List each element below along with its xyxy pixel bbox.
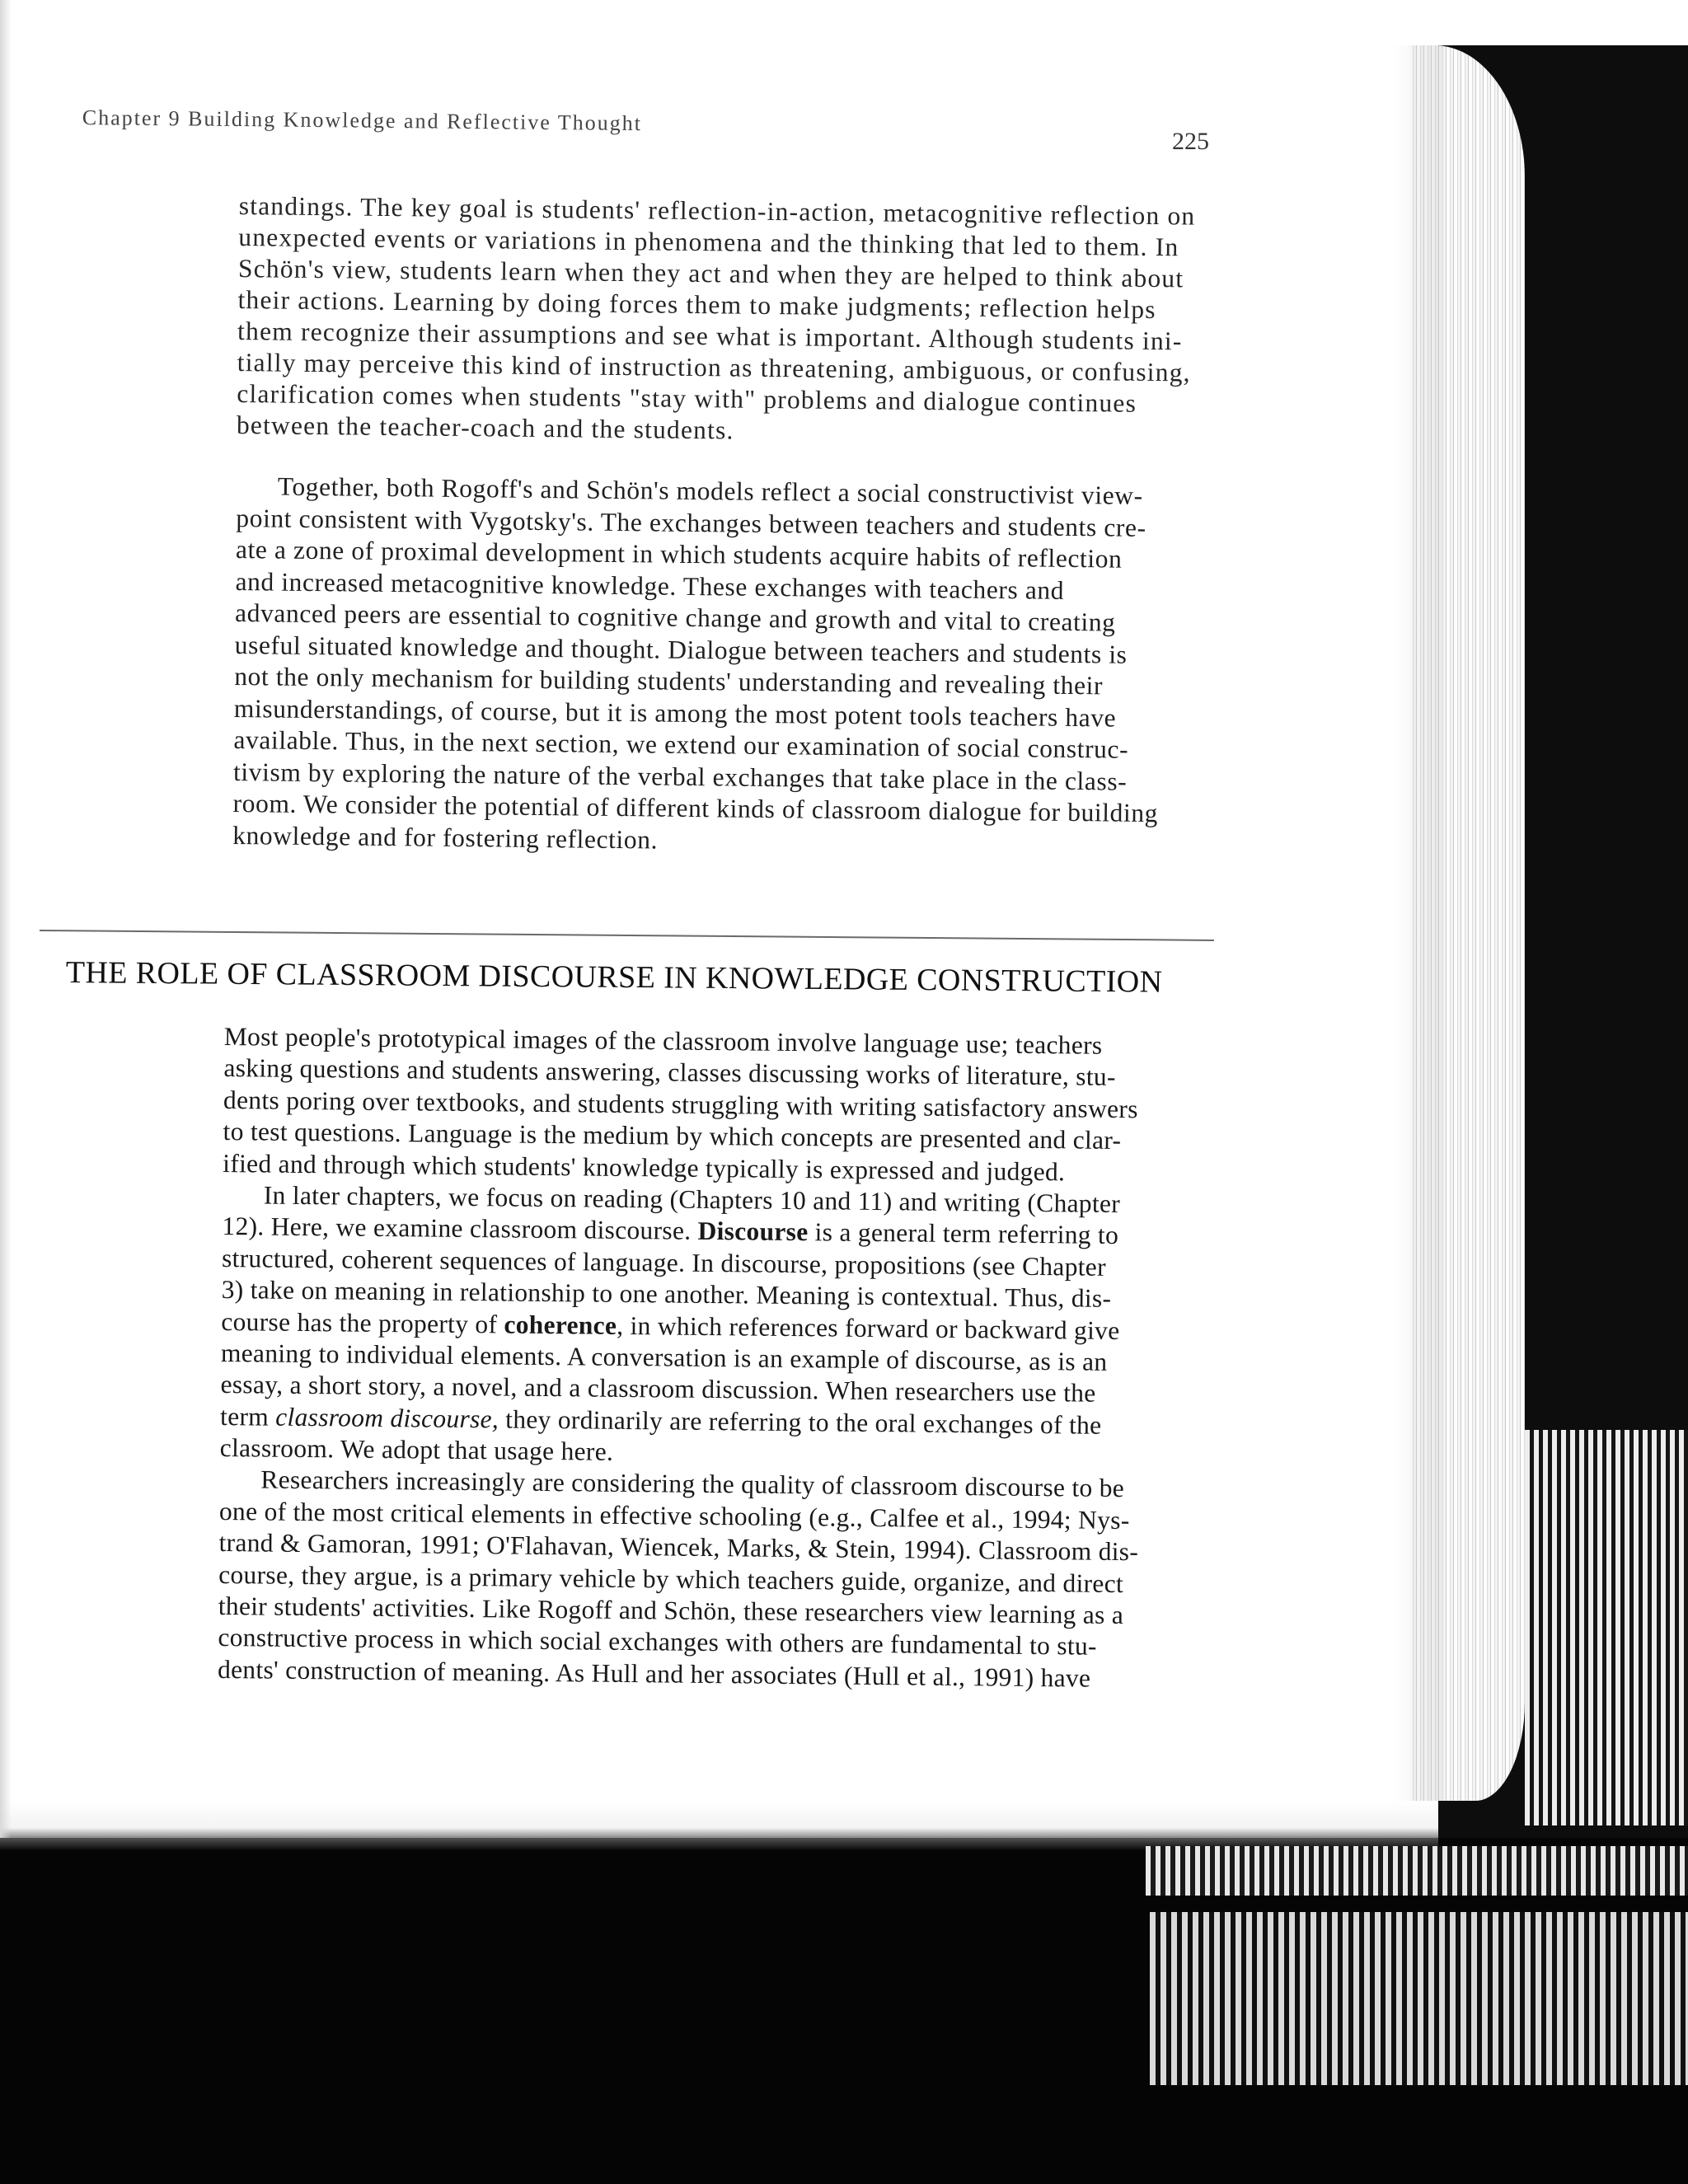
text-line: not the only mechanism for building students' understanding and revealing their — [234, 661, 1104, 701]
section-rule — [40, 930, 1214, 941]
text-line: to test questions. Language is the medium by which concepts are presented and clar- — [223, 1117, 1122, 1155]
key-term-coherence: coherence — [504, 1309, 617, 1340]
text-line: unexpected events or variations in phenomena and the thinking that led to them. In — [238, 222, 1179, 262]
text-run: course has the property of — [221, 1306, 504, 1338]
italic-term: classroom discourse, — [275, 1402, 499, 1434]
text-line: between the teacher-coach and the students. — [236, 410, 734, 445]
text-line: room. We consider the potential of different kinds of classroom dialogue for building — [232, 788, 1159, 828]
text-line: their students' activities. Like Rogoff and Schön, these researchers view learning as a — [218, 1591, 1124, 1630]
text-line: clarification comes when students "stay with" problems and dialogue continues — [237, 378, 1137, 418]
page-number: 225 — [1172, 128, 1209, 155]
page-stack-stripes — [1146, 1846, 1688, 1896]
text-run: 12). Here, we examine classroom discourse. — [222, 1212, 698, 1246]
text-line: asking questions and students answering, classes discussing works of literature, stu- — [223, 1053, 1116, 1092]
text-run: term — [219, 1401, 276, 1432]
text-line: Most people's prototypical images of the classroom involve language use; teachers — [223, 1022, 1103, 1060]
page-stack-stripes-lower — [1150, 1912, 1688, 2085]
text-line: one of the most critical elements in effective schooling (e.g., Calfee et al., 1994; Nys- — [218, 1496, 1130, 1535]
text-line: them recognize their assumptions and see what is important. Although students ini- — [237, 316, 1183, 356]
text-line: ified and through which students' knowledge typically is expressed and judged. — [223, 1148, 1066, 1186]
section-heading: THE ROLE OF CLASSROOM DISCOURSE IN KNOWLEDGE CONSTRUCTION — [65, 955, 1163, 1000]
text-line: advanced peers are essential to cognitive change and growth and vital to creating — [234, 598, 1116, 637]
text-line: knowledge and for fostering reflection. — [232, 820, 659, 855]
text-line: constructive process in which social exchanges with others are fundamental to stu- — [218, 1623, 1097, 1661]
text-run: , in which references forward or backward give — [617, 1310, 1120, 1345]
text-line: trand & Gamoran, 1991; O'Flahavan, Wiencek, Marks, & Stein, 1994). Classroom dis- — [218, 1528, 1139, 1567]
text-run: they ordinarily are referring to the oral exchanges of the — [498, 1404, 1102, 1440]
text-line: ate a zone of proximal development in which students acquire habits of reflection — [235, 534, 1123, 574]
paragraph-continued — [236, 191, 1196, 445]
text-line: Together, both Rogoff's and Schön's models reflect a social constructivist view- — [277, 471, 1143, 510]
text-line: their actions. Learning by doing forces them to make judgments; reflection helps — [237, 284, 1156, 325]
text-line: In later chapters, we focus on reading (Chapters 10 and 11) and writing (Chapter — [263, 1180, 1121, 1218]
text-line: and increased metacognitive knowledge. These exchanges with teachers and — [235, 566, 1065, 605]
text-line: standings. The key goal is students' reflection-in-action, metacognitive reflection on — [238, 191, 1196, 231]
text-line: tivism by exploring the nature of the verbal exchanges that take place in the class- — [232, 757, 1128, 796]
text-line: course, they argue, is a primary vehicle by which teachers guide, organize, and direct — [218, 1559, 1124, 1598]
text-line: point consistent with Vygotsky's. The exchanges between teachers and students cre- — [236, 503, 1146, 542]
text-line: meaning to individual elements. A conversation is an example of discourse, as is an — [220, 1338, 1108, 1376]
text-line: available. Thus, in the next section, we extend our examination of social construc- — [233, 724, 1129, 764]
running-head: Chapter 9 Building Knowledge and Reflective Thought — [82, 105, 643, 136]
key-term-discourse: Discourse — [697, 1216, 809, 1247]
text-line: classroom. We adopt that usage here. — [219, 1433, 614, 1466]
text-line: useful situated knowledge and thought. Dialogue between teachers and students is — [234, 630, 1128, 669]
text-line: 3) take on meaning in relationship to one another. Meaning is contextual. Thus, dis- — [221, 1275, 1112, 1314]
text-line: Schön's view, students learn when they act and when they are helped to think about — [237, 253, 1184, 293]
section-body — [217, 1022, 1139, 1693]
text-line: tially may perceive this kind of instruction as threatening, ambiguous, or confusing, — [237, 347, 1191, 387]
text-line: dents poring over textbooks, and students struggling with writing satisfactory answers — [223, 1085, 1138, 1124]
text-run: is a general term referring to — [808, 1217, 1119, 1250]
text-line: misunderstandings, of course, but it is among the most potent tools teachers have — [233, 693, 1117, 733]
text-line: structured, coherent sequences of language. In discourse, propositions (see Chapter — [221, 1243, 1107, 1282]
text-line: Researchers increasingly are considering the quality of classroom discourse to be — [260, 1465, 1125, 1503]
paragraph-together — [232, 471, 1159, 855]
text-line: dents' construction of meaning. As Hull and her associates (Hull et al., 1991) have — [217, 1654, 1091, 1693]
scanner-bed-top — [1438, 0, 1688, 45]
page-edge-stripes — [1525, 1430, 1688, 1825]
text-line: essay, a short story, a novel, and a classroom discussion. When researchers use the — [220, 1370, 1096, 1408]
